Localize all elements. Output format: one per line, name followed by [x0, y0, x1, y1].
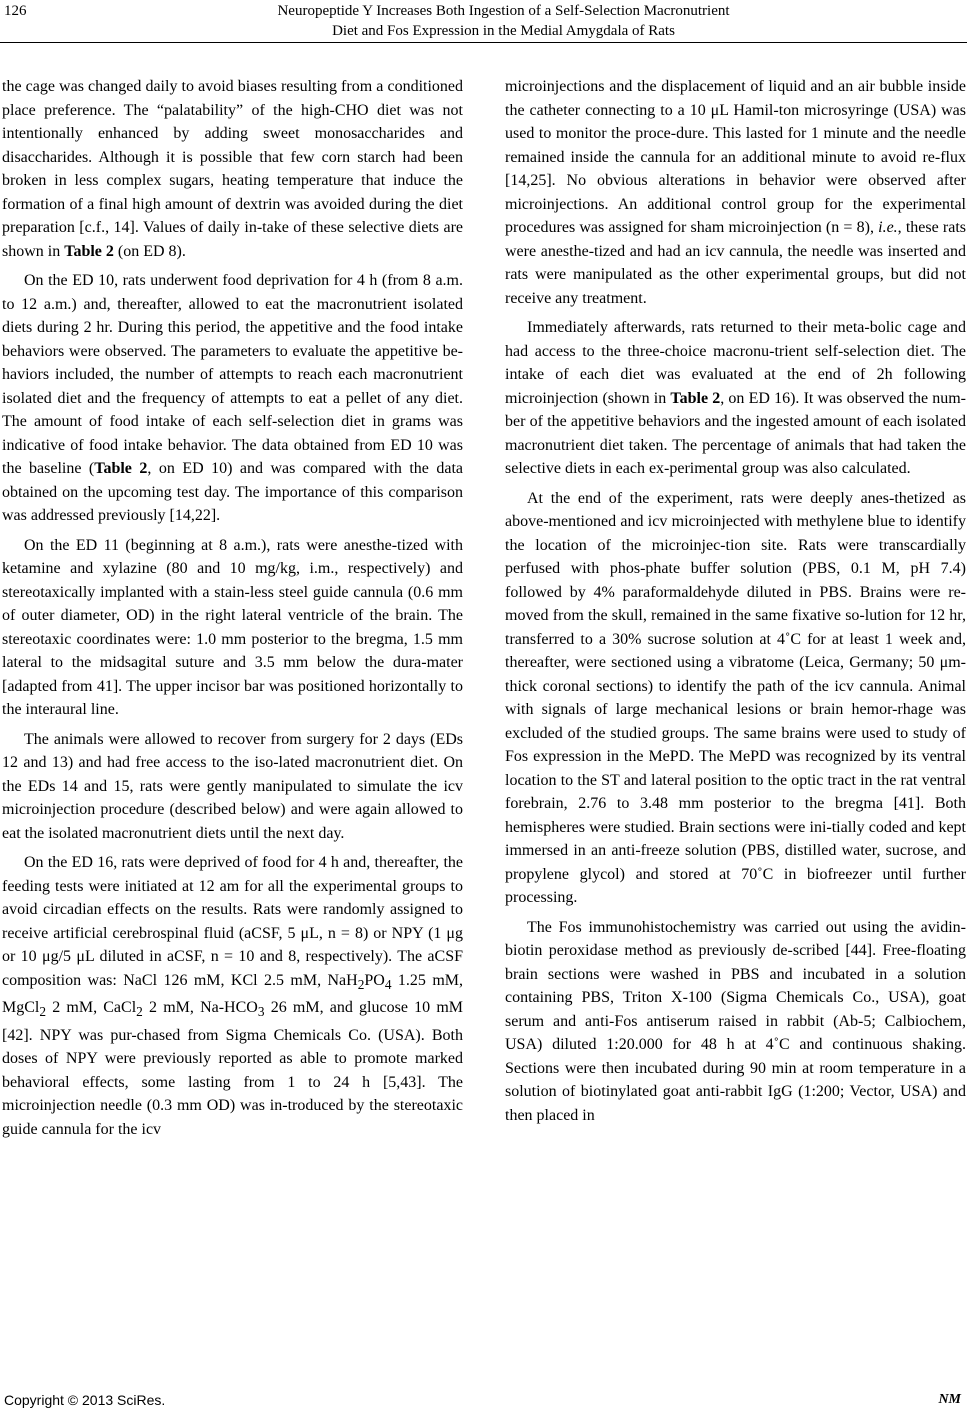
subscript: 2 — [136, 1004, 143, 1020]
paragraph: On the ED 11 (beginning at 8 a.m.), rats were anesthe-tized with ketamine and xylazine (80 and 10 mg/kg, i.m., respectively) and stereotaxically implanted with a stain-less steel guide cannula (0.6 mm of outer diameter, OD) in the right lateral ventricle of the brain. The stereotaxic coordinates were: 1.0 mm posterior to the bregma, 1.5 mm lateral to the midsagital suture and 3.5 mm below the dura-mater [adapted from 41]. The upper incisor bar was positioned horizontally to the interaural line. — [2, 536, 463, 718]
paragraph-text: the cage was changed daily to avoid biases resulting from a conditioned place preference. The “palatability” of the high-CHO diet was not intentionally enhanced by adding sweet monosaccharides and disaccharides. Although it is possible that few corn starch had been broken in less complex sugars, heating temperature that induce the formation of a final high amount of dextrin was avoided during the diet preparation [c.f., 14]. Values of daily in-take of these selective diets are shown in — [2, 78, 463, 260]
left-column — [2, 75, 463, 1141]
page-header — [0, 0, 967, 46]
running-title-line-2: Diet and Fos Expression in the Medial Amygdala of Rats — [332, 23, 675, 39]
paragraph-text: , on ED 10) and was compared with the data obtained on the upcoming test day. The importance of this comparison was addressed previously [14,22]. — [2, 460, 463, 524]
paragraph-text: , these rats were anesthe-tized and had an icv cannula, the needle was inserted and rats were manipulated as the other experimental groups, but did not receive any treatment. — [505, 219, 966, 307]
table-reference: Table 2 — [670, 389, 721, 407]
header-rule — [0, 42, 967, 43]
paragraph-text: On the ED 10, rats underwent food deprivation for 4 h (from 8 a.m. to 12 a.m.) and, thereafter, allowed to eat the macronutrient isolated diets during 2 hr. During this period, the appetitive and the food intake behaviors were observed. The parameters to evaluate the appetitive be-haviors included, the number of attempts to reach each macronutrient isolated diet and the frequency of attempts to eat a pellet of any diet. The amount of food intake of each self-selection diet in grams was indicative of food intake behavior. The data obtained from ED 10 was the baseline ( — [2, 272, 463, 477]
subscript: 4 — [384, 976, 392, 992]
running-title-line-1: Neuropeptide Y Increases Both Ingestion of a Self-Selection Macronutrient — [277, 3, 730, 19]
page-footer — [0, 1390, 967, 1414]
paragraph-text: 2 mM, CaCl — [46, 999, 137, 1017]
subscript: 3 — [257, 1004, 265, 1020]
paragraph — [2, 851, 463, 1141]
paragraph: The Fos immunohistochemistry was carried out using the avidin-biotin peroxidase method as previously de-scribed [44]. Free-floating brain sections were washed in PBS and incubated in a solution containing PBS, Triton X-100 (Sigma Chemicals Co., USA), goat serum and anti-Fos antiserum raised in rabbit (Ab-5; Calbiochem, USA) diluted 1:20.000 for 48 h at 4˚C and continuous shaking. Sections were then incubated during 90 min at room temperature in a solution of biotinylated goat anti-rabbit IgG (1:200; Vector, USA) and then placed in — [505, 918, 966, 1124]
paragraph-text: On the ED 16, rats were deprived of food for 4 h and, thereafter, the feeding tests were initiated at 12 am for all the experimental groups to avoid circadian effects on the results. Rats were randomly assigned to receive artificial cerebrospinal fluid (aCSF, 5 μL, n = 8) or NPY (1 μg or 10 μg/5 μL diluted in aCSF, n = 10 and 8, respectively). The aCSF composition was: NaCl 126 mM, KCl 2.5 mM, NaH — [2, 854, 463, 989]
table-reference: Table 2 — [64, 242, 114, 260]
paragraph — [2, 75, 463, 263]
copyright-notice: Copyright © 2013 SciRes. — [4, 1392, 166, 1408]
running-title — [60, 1, 947, 41]
paragraph-text: , on ED 16). It was observed the num-ber of the appetitive behaviors and the ingested amount of each isolated macronutrient diet taken. The percentage of animals that had taken the selective diets in each ex-perimental group was also calculated. — [505, 389, 967, 477]
italic-abbreviation: i.e. — [878, 219, 898, 236]
paragraph-text: PO — [364, 971, 385, 989]
paragraph-text: microinjections and the displacement of liquid and an air bubble inside the catheter connecting to a 10 μL Hamil-ton microsyringe (USA) was used to monitor the proce-dure. This lasted for 1 minute and the needle remained inside the cannula for an additional minute to avoid re-flux [14,25]. No obvious alterations in behavior were observed after microinjections. An additional control group for the experimental procedures was assigned for sham microinjection (n = 8), — [505, 78, 966, 236]
subscript: 2 — [39, 1004, 47, 1020]
paragraph-text: (on ED 8). — [113, 242, 186, 260]
right-column — [505, 75, 966, 1127]
paragraph — [2, 269, 463, 528]
paragraph-text: 26 mM, and glucose 10 mM [42]. NPY was pur-chased from Sigma Chemicals Co. (USA). Both doses of NPY were previously reported as able to promote marked behavioral effects, some lasting from 1 to 24 h [5,43]. The microinjection needle (0.3 mm OD) was in-troduced by the stereotaxic guide cannula for the icv — [2, 999, 463, 1138]
paragraph: At the end of the experiment, rats were deeply anes-thetized as above-mentioned and icv microinjected with methylene blue to identify the location of the microinjec-tion site. Rats were transcardially perfused with phos-phate buffer solution (PBS, 0.1 M, pH 7.4) followed by 4% paraformaldehyde diluted in PBS. Brains were re-moved from the skull, remained in the same fixative so-lution for 12 hr, transferred to a 30% sucrose solution at 4˚C for at least 1 week and, thereafter, were sectioned using a vibratome (Leica, Germany; 50 μm-thick coronal sections) to identify the path of the icv cannula. Animal with signals of large mechanical lesions or brain hemor-rhage was excluded of the studied groups. The same brains were used to study of Fos expression in the MePD. The MePD was recognized by its ventral location to the ST and lateral position to the optic tract in the rat ventral forebrain, 2.76 to 3.48 mm posterior to the bregma [41]. Both hemispheres were studied. Brain sections were ini-tially coded and kept immersed in an anti-freeze solution (PBS, distilled water, sucrose, and propylene glycol) and stored at 70˚C in biofreezer until further processing. — [505, 489, 966, 906]
paragraph-text: Immediately afterwards, rats returned to their meta-bolic cage and had access to the three-choice macronu-trient self-selection diet. The intake of each diet was evaluated at the end of 2h following microinjection (shown in — [505, 319, 966, 407]
table-reference: Table 2 — [94, 460, 148, 477]
paragraph — [505, 316, 966, 481]
paragraph — [505, 75, 966, 310]
paragraph-text: 2 mM, Na-HCO — [142, 999, 258, 1017]
paragraph: The animals were allowed to recover from surgery for 2 days (EDs 12 and 13) and had free access to the iso-lated macronutrient diet. On the EDs 14 and 15, rats were gently manipulated to simulate the icv microinjection procedure (described below) and were again allowed to eat the isolated macronutrient diets until the next day. — [2, 730, 463, 842]
page-number: 126 — [4, 3, 27, 19]
subscript: 2 — [357, 976, 365, 992]
paragraph-text: 1.25 mM, MgCl — [2, 971, 464, 1017]
journal-abbreviation: NM — [938, 1392, 961, 1407]
